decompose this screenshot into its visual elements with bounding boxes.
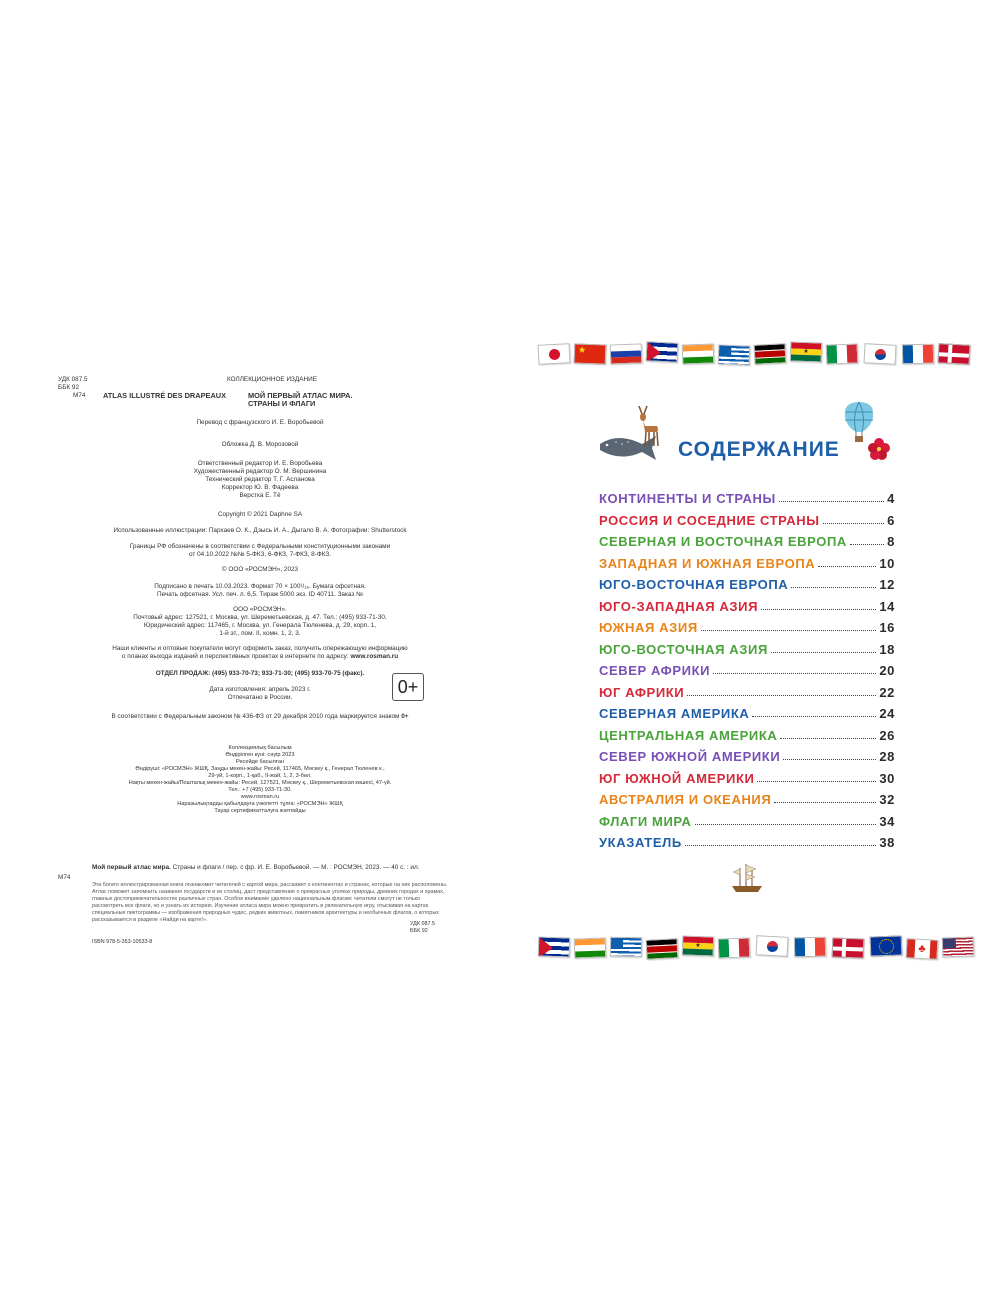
- greece-flag-icon: [718, 344, 751, 365]
- south-korea-flag-icon: [863, 343, 896, 365]
- toc-entry-label: СЕВЕРНАЯ И ВОСТОЧНАЯ ЕВРОПА: [599, 534, 847, 549]
- toc-entry[interactable]: [599, 832, 895, 850]
- website-link[interactable]: www.rosman.ru: [350, 653, 399, 660]
- toc-entry[interactable]: [599, 789, 895, 807]
- toc-leader-dots: [752, 716, 876, 717]
- cover-credit: Обложка Д. В. Морозовой: [221, 441, 299, 448]
- toc-entry[interactable]: [599, 617, 895, 635]
- kz-line: Коллекциялық басылым: [228, 745, 292, 751]
- toc-entry-label: ЮГ АФРИКИ: [599, 684, 685, 700]
- kz-line: 29-үй, 1-корп., 1-қаб., II-жай, 1, 2, 3-бөл.: [208, 773, 312, 779]
- bbk-bottom: ББК 92: [410, 928, 428, 934]
- editor-credit: Ответственный редактор И. Е. Воробьева: [197, 460, 323, 467]
- toc-leader-dots: [761, 609, 876, 610]
- toc-entry[interactable]: [599, 703, 895, 721]
- kz-line: Өндірілген күні: сәуір 2023: [225, 752, 295, 758]
- toc-leader-dots: [774, 802, 876, 803]
- toc-entry-page: 10: [879, 555, 895, 571]
- toc-leader-dots: [685, 845, 877, 846]
- toc-leader-dots: [791, 587, 876, 588]
- south-korea-flag-icon: [755, 935, 788, 957]
- canada-flag-icon: ♣: [905, 938, 938, 960]
- hibiscus-flower-icon: [868, 438, 890, 460]
- biblio-details: Страны и флаги / пер. с фр. И. Е. Воробьевой. — М. : РОСМЭН, 2023. — 40 с. : ил.: [172, 864, 420, 871]
- cuba-flag-icon: [538, 936, 571, 957]
- collection-label: КОЛЛЕКЦИОННОЕ ИЗДАНИЕ: [227, 376, 317, 383]
- clients-note: Наши клиенты и оптовые покупатели могут оформить заказ, получить опережающую информацию: [112, 645, 408, 652]
- toc-entry[interactable]: [599, 531, 895, 549]
- contents-title: СОДЕРЖАНИЕ: [678, 438, 840, 461]
- print-info: Печать офсетная. Усл. печ. л. 6,5. Тираж 5000 экз. ID 40711. Заказ №: [157, 591, 363, 598]
- toc-entry-page: 32: [879, 792, 895, 807]
- sailing-ship-icon: [730, 862, 764, 894]
- toc-entry[interactable]: [599, 596, 895, 614]
- toc-entry-page: 6: [887, 512, 895, 528]
- toc-leader-dots: [780, 738, 876, 739]
- legal-address: 1-й эт., пом. II, комн. 1, 2, 3.: [219, 630, 301, 637]
- toc-entry-page: 28: [879, 749, 895, 764]
- denmark-flag-icon: [832, 937, 865, 958]
- cuba-flag-icon: [645, 341, 678, 363]
- illustrations-credit: Использованные иллюстрации: Пархаев О. К., Дзысь И. А., Дыгало В. А. Фотографии: Shutterstock: [113, 527, 407, 534]
- toc-entry-page: 38: [879, 835, 895, 850]
- toc-leader-dots: [713, 673, 876, 674]
- age-rating-badge: 0+: [392, 673, 424, 701]
- biblio-code: М74: [58, 874, 71, 881]
- toc-leader-dots: [757, 781, 876, 782]
- usa-flag-icon: [942, 936, 975, 957]
- toc-leader-dots: [823, 523, 885, 524]
- toc-entry-label: АВСТРАЛИЯ И ОКЕАНИЯ: [599, 792, 772, 807]
- toc-entry[interactable]: [599, 746, 895, 764]
- toc-entry[interactable]: [599, 488, 895, 506]
- toc-entry-page: 4: [887, 491, 895, 506]
- translation-credit: Перевод с французского И. Е. Воробьевой: [196, 419, 324, 426]
- kz-line: Наразылықтарды қабылдауға уәкілетті тұлға: «РОСМЭН» ЖШҚ: [177, 801, 343, 807]
- book-title-line2: СТРАНЫ И ФЛАГИ: [248, 399, 316, 408]
- toc-entry-page: 16: [879, 620, 895, 635]
- toc-leader-dots: [779, 501, 884, 502]
- kz-imprint: [40, 745, 480, 815]
- toc-leader-dots: [687, 695, 876, 696]
- eu-flag-icon: [870, 935, 903, 956]
- kz-line: Өндіруші: «РОСМЭН» ЖШҚ. Заңды мекен-жайы: Ресей, 117465, Мәскеу қ., Генерал Тюленев к.,: [135, 766, 385, 772]
- contents-page: [520, 330, 990, 970]
- original-title: ATLAS ILLUSTRÉ DES DRAPEAUX: [103, 391, 227, 400]
- toc-entry-label: ЮГ ЮЖНОЙ АМЕРИКИ: [599, 770, 755, 786]
- toc-entry-label: ЦЕНТРАЛЬНАЯ АМЕРИКА: [599, 727, 778, 743]
- italy-flag-icon: [718, 937, 751, 958]
- editor-credit: Технический редактор Т. Г. Асланова: [205, 476, 315, 483]
- toc-entry-label: ЗАПАДНАЯ И ЮЖНАЯ ЕВРОПА: [599, 555, 816, 571]
- manufacture-date: Дата изготовления: апрель 2023 г.: [209, 686, 311, 693]
- editor-credit: Верстка Е. Тё: [239, 492, 281, 499]
- toc-entry-label: КОНТИНЕНТЫ И СТРАНЫ: [599, 491, 776, 506]
- kenya-flag-icon: [645, 938, 678, 960]
- toc-entry[interactable]: [599, 510, 895, 528]
- antelope-icon: [633, 404, 661, 448]
- isbn: ISBN 978-5-353-10533-8: [92, 939, 153, 945]
- toc-entry[interactable]: [599, 768, 895, 786]
- ghana-flag-icon: ★: [682, 935, 715, 956]
- toc-entry-label: ФЛАГИ МИРА: [599, 813, 692, 829]
- toc-entry-page: 8: [887, 534, 895, 549]
- india-flag-icon: [682, 343, 715, 364]
- toc-entry[interactable]: [599, 639, 895, 657]
- toc-entry-label: ЮГО-ВОСТОЧНАЯ АЗИЯ: [599, 641, 768, 657]
- publisher-name: ООО «РОСМЭН».: [233, 606, 287, 613]
- toc-entry[interactable]: [599, 725, 895, 743]
- copyright: Copyright © 2021 Daphne SA: [217, 511, 303, 518]
- toc-entry-label: ЮГО-ЗАПАДНАЯ АЗИЯ: [599, 598, 759, 614]
- toc-entry[interactable]: [599, 553, 895, 571]
- clients-note-text: о планах выхода изданий и перспективных проектах в интернете по адресу:: [121, 653, 349, 660]
- kz-line: Нақты мекен-жайы/Поштальқ мекен-жайы: Ресей, 127521, Мәскеу қ., Шереметьевская көшесі, 47-үй.: [128, 780, 392, 786]
- ghana-flag-icon: ★: [790, 341, 823, 362]
- toc-entry[interactable]: [599, 574, 895, 592]
- denmark-flag-icon: [937, 343, 970, 365]
- toc-entry-label: СЕВЕР ЮЖНОЙ АМЕРИКИ: [599, 749, 781, 764]
- bbk-code: ББК 92: [58, 384, 79, 391]
- imprint-page: [40, 360, 480, 960]
- toc-leader-dots: [771, 652, 876, 653]
- toc-entry-page: 12: [879, 577, 895, 592]
- biblio-record: [92, 864, 419, 872]
- legal-address: Юридический адрес: 117465, г. Москва, ул. Генерала Тюленева, д. 29, корп. 1,: [143, 622, 377, 629]
- borders-note: от 04.10.2022 №№ 5-ФКЗ, 6-ФКЗ, 7-ФКЗ, 8-ФКЗ.: [189, 551, 331, 558]
- toc-leader-dots: [850, 544, 884, 545]
- book-title-line1: МОЙ ПЕРВЫЙ АТЛАС МИРА.: [248, 391, 353, 400]
- toc-entry-page: 26: [879, 727, 895, 743]
- france-flag-icon: [902, 344, 934, 365]
- toc-entry[interactable]: [599, 682, 895, 700]
- toc-entry[interactable]: [599, 811, 895, 829]
- law-mark: 0+: [401, 713, 409, 720]
- editor-credit: Художественный редактор О. М. Вершинина: [193, 468, 327, 475]
- rosman-copyright: © ООО «РОСМЭН», 2023: [221, 566, 299, 573]
- m74-code: М74: [73, 392, 86, 399]
- toc-leader-dots: [818, 566, 876, 567]
- kz-line: Ресейде басылған: [235, 759, 285, 765]
- kz-line: www.rosman.ru: [240, 794, 280, 800]
- toc-entry-page: 34: [879, 813, 895, 829]
- sales-contacts: ОТДЕЛ ПРОДАЖ: (495) 933-70-73; 933-71-30; (495) 933-70-75 (факс).: [155, 670, 365, 677]
- toc-entry-page: 24: [879, 706, 895, 721]
- toc-leader-dots: [695, 824, 877, 825]
- toc-entry-page: 18: [879, 641, 895, 657]
- france-flag-icon: [794, 937, 826, 958]
- print-info: Подписано в печать 10.03.2023. Формат 70 × 100¹/₁₆. Бумага офсетная.: [154, 583, 366, 590]
- udk-code: УДК 087.5: [58, 376, 88, 383]
- italy-flag-icon: [826, 343, 859, 364]
- toc-entry-page: 22: [879, 684, 895, 700]
- kz-line: Тел.: +7 (495) 933-71-30.: [228, 787, 292, 793]
- russia-flag-icon: [610, 343, 643, 364]
- printed-in: Отпечатано в России.: [227, 694, 293, 701]
- toc-leader-dots: [701, 630, 877, 631]
- toc-entry-label: УКАЗАТЕЛЬ: [599, 835, 682, 850]
- toc-entry-label: ЮГО-ВОСТОЧНАЯ ЕВРОПА: [599, 577, 789, 592]
- toc-entry-label: РОССИЯ И СОСЕДНИЕ СТРАНЫ: [599, 512, 820, 528]
- clients-note: [40, 653, 480, 661]
- toc-entry-page: 30: [879, 770, 895, 786]
- postal-address: Почтовый адрес: 127521, г. Москва, ул. Шереметьевская, д. 47. Тел.: (495) 933-71-30.: [133, 614, 387, 621]
- toc-entry-page: 20: [879, 663, 895, 678]
- toc-entry-label: ЮЖНАЯ АЗИЯ: [599, 620, 698, 635]
- china-flag-icon: ★: [574, 343, 607, 364]
- japan-flag-icon: [537, 343, 570, 365]
- toc-entry[interactable]: [599, 660, 895, 678]
- toc-entry-page: 14: [879, 598, 895, 614]
- udk-bottom: УДК 087.5: [410, 921, 435, 927]
- biblio-title: Мой первый атлас мира.: [92, 864, 171, 871]
- kenya-flag-icon: [753, 343, 786, 365]
- law-note: [40, 713, 480, 721]
- greece-flag-icon: [610, 937, 642, 958]
- book-annotation: Эта богато иллюстрированная книга познакомит читателей с картой мира, расскажет о континентах и странах, которые на них расположены. Атлас поможет запомнить названия государств и их столиц, даст представление о прекрасных уголках природы, древних городах и храмах, главных достопримечательностях различных стран. Особое внимание уделено национальным флагам: читатели смогут не только рассмотреть все флаги, но и узнать их историю. Изучение атласа мира можно превратить в увлекательную игру, отыскивая на картах специальные пиктограммы — изображения природных чудес, редких животных, памятников архитектуры и необычных флагов, о которых рассказывается в разделе «Найди на карте!».: [92, 882, 448, 923]
- law-note-text: В соответствии с Федеральным законом № 436-ФЗ от 29 декабря 2010 года маркируется знаком: [111, 713, 400, 720]
- toc-leader-dots: [783, 759, 876, 760]
- india-flag-icon: [574, 937, 607, 958]
- borders-note: Границы РФ обозначены в соответствии с Федеральными конституционными законами: [129, 543, 391, 550]
- kz-line: Тауар сертификатталуға жатпайды: [214, 808, 306, 814]
- toc-entry-label: СЕВЕРНАЯ АМЕРИКА: [599, 706, 750, 721]
- editor-credit: Корректор Ю. В. Фадеева: [221, 484, 299, 491]
- toc-entry-label: СЕВЕР АФРИКИ: [599, 663, 711, 678]
